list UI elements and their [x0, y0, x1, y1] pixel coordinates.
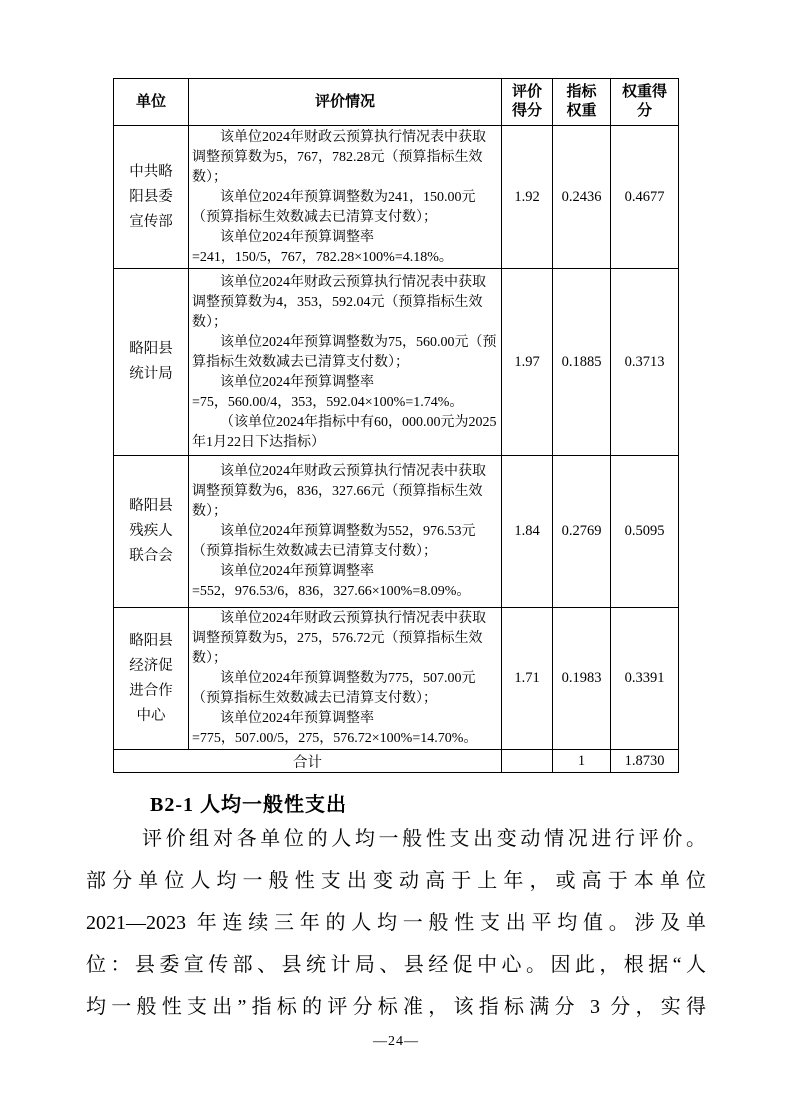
total-weight-cell: 1	[553, 750, 611, 773]
evaluation-detail-cell	[189, 126, 502, 269]
table-header-row	[114, 79, 679, 126]
weighted-score-cell: 0.5095	[611, 456, 679, 608]
evaluation-paragraph: =552，976.53/6，836，327.66×100%=8.09%。	[192, 584, 471, 599]
column-header: 评价 得分	[502, 79, 553, 126]
evaluation-paragraph: =241，150/5，767，782.28×100%=4.18%。	[192, 249, 453, 265]
column-header: 单位	[114, 79, 189, 126]
weighted-score-cell: 0.3713	[611, 269, 679, 456]
evaluation-paragraph: 该单位2024年预算调整率	[220, 229, 374, 245]
total-row	[114, 750, 679, 773]
total-score-cell	[502, 750, 553, 773]
weight-cell: 0.1983	[553, 608, 611, 750]
unit-cell: 略阳县统计局	[114, 269, 189, 456]
weight-cell: 0.1885	[553, 269, 611, 456]
weight-cell: 0.2769	[553, 456, 611, 608]
total-label: 合计	[114, 750, 502, 773]
evaluation-detail-cell	[189, 269, 502, 456]
evaluation-paragraph: 该单位2024年预算调整率	[220, 374, 374, 390]
table-row	[114, 608, 679, 750]
total-weighted-cell: 1.8730	[611, 750, 679, 773]
evaluation-table	[113, 78, 679, 773]
unit-cell: 略阳县残疾人联合会	[114, 456, 189, 608]
paragraph-line: 均一般性支出”指标的评分标准，该指标满分 3 分，实得	[86, 996, 706, 1018]
column-header: 权重得 分	[611, 79, 679, 126]
score-cell: 1.92	[502, 126, 553, 269]
paragraph-line: 2021—2023 年连续三年的人均一般性支出平均值。涉及单	[86, 912, 706, 934]
evaluation-paragraph: 该单位2024年财政云预算执行情况表中获取调整预算数为5，275，576.72元（预算指标生效数）；	[192, 611, 486, 666]
section-heading: B2-1 人均一般性支出	[150, 794, 347, 816]
paragraph-line: 位：县委宣传部、县统计局、县经促中心。因此，根据“人	[86, 954, 706, 976]
paragraph-line: 部分单位人均一般性支出变动高于上年，或高于本单位	[86, 870, 706, 892]
evaluation-paragraph: 该单位2024年财政云预算执行情况表中获取调整预算数为6，836，327.66元（预算指标生效数）；	[192, 464, 486, 519]
evaluation-detail-cell	[189, 456, 502, 608]
evaluation-paragraph: 该单位2024年财政云预算执行情况表中获取调整预算数为4，353，592.04元（预算指标生效数）；	[192, 274, 486, 330]
evaluation-paragraph: 该单位2024年预算调整数为775，507.00元（预算指标生效数减去已清算支付数）；	[192, 671, 476, 706]
score-cell: 1.84	[502, 456, 553, 608]
unit-cell: 略阳县经济促进合作中心	[114, 608, 189, 750]
evaluation-paragraph: 该单位2024年预算调整数为552，976.53元（预算指标生效数减去已清算支付数）；	[192, 524, 476, 559]
weighted-score-cell: 0.4677	[611, 126, 679, 269]
evaluation-paragraph: 该单位2024年预算调整率	[220, 564, 374, 579]
score-cell: 1.97	[502, 269, 553, 456]
weight-cell: 0.2436	[553, 126, 611, 269]
page-number: —24—	[373, 1034, 419, 1049]
weighted-score-cell: 0.3391	[611, 608, 679, 750]
table-row	[114, 126, 679, 269]
table-row	[114, 456, 679, 608]
evaluation-paragraph: 该单位2024年财政云预算执行情况表中获取调整预算数为5，767，782.28元（预算指标生效数）；	[192, 129, 486, 185]
score-cell: 1.71	[502, 608, 553, 750]
body-paragraph	[86, 818, 706, 1028]
evaluation-paragraph: =775，507.00/5，275，576.72×100%=14.70%。	[192, 731, 478, 746]
evaluation-paragraph: 该单位2024年预算调整率	[220, 711, 374, 726]
column-header: 评价情况	[189, 79, 502, 126]
evaluation-paragraph: =75，560.00/4，353，592.04×100%=1.74%。	[192, 394, 464, 410]
table-row	[114, 269, 679, 456]
evaluation-paragraph: 该单位2024年预算调整数为241，150.00元（预算指标生效数减去已清算支付数）；	[192, 189, 476, 225]
evaluation-paragraph: （该单位2024年指标中有60，000.00元为2025年1月22日下达指标）	[192, 414, 497, 450]
evaluation-paragraph: 该单位2024年预算调整数为75，560.00元（预算指标生效数减去已清算支付数）；	[192, 334, 497, 370]
evaluation-detail-cell	[189, 608, 502, 750]
unit-cell: 中共略阳县委宣传部	[114, 126, 189, 269]
table-body	[114, 126, 679, 750]
column-header: 指标 权重	[553, 79, 611, 126]
paragraph-line: 评价组对各单位的人均一般性支出变动情况进行评价。	[142, 828, 706, 850]
